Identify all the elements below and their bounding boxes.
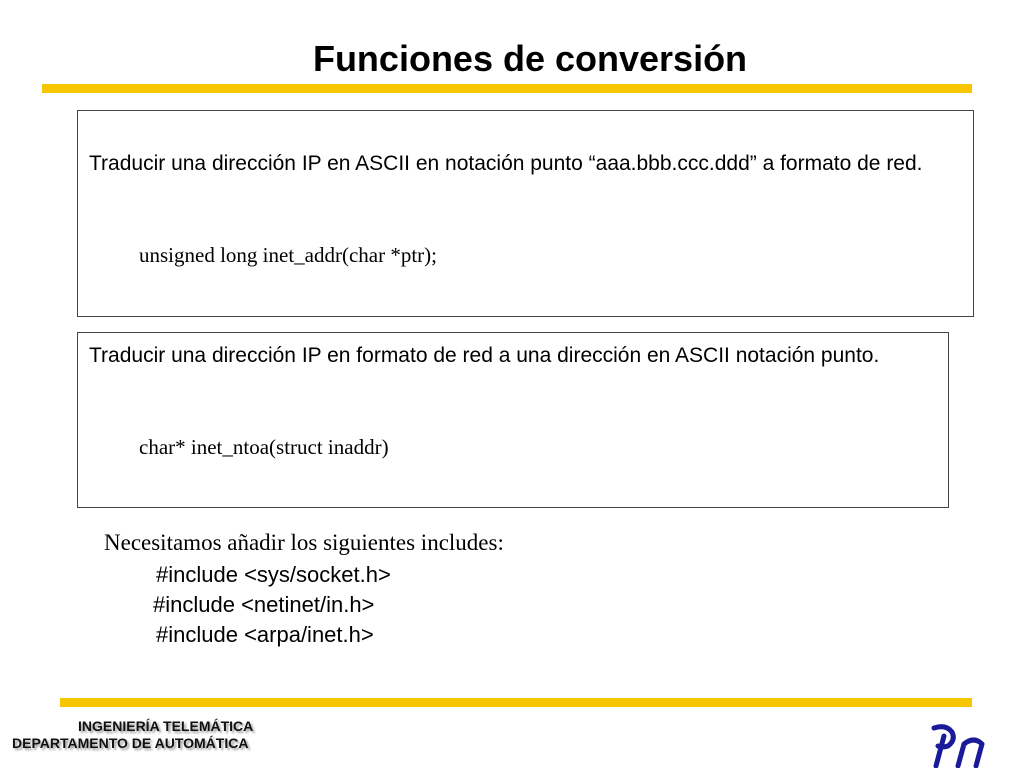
box-description: Traducir una dirección IP en formato de red a una dirección en ASCII notación punto.	[89, 344, 880, 367]
footer-department-line2: DEPARTAMENTO DE AUTOMÁTICA	[12, 735, 249, 751]
function-signature: char* inet_ntoa(struct inaddr)	[139, 435, 389, 459]
include-line: #include <netinet/in.h>	[153, 592, 375, 617]
title-underline-bar	[42, 84, 972, 93]
include-line: #include <sys/socket.h>	[156, 562, 391, 587]
department-logo-icon	[930, 722, 990, 768]
conversion-box-inet-ntoa	[77, 332, 949, 508]
footer-department-line1: INGENIERÍA TELEMÁTICA	[78, 718, 254, 734]
include-line: #include <arpa/inet.h>	[156, 622, 374, 647]
function-signature: unsigned long inet_addr(char *ptr);	[139, 243, 437, 267]
box-description: Traducir una dirección IP en ASCII en notación punto “aaa.bbb.ccc.ddd” a formato de red.	[89, 152, 923, 175]
slide-title: Funciones de conversión	[312, 38, 748, 79]
conversion-box-inet-addr	[77, 110, 974, 317]
footer-bar	[60, 698, 972, 707]
includes-intro: Necesitamos añadir los siguientes includes:	[104, 530, 504, 555]
